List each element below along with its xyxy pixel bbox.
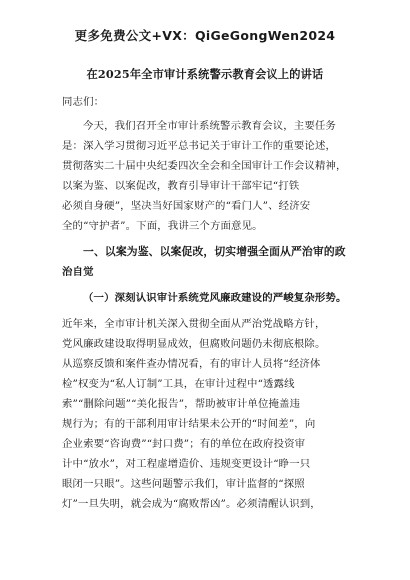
- paragraph-line: 是：深入学习贯彻习近平总书记关于审计工作的重要论述，: [62, 140, 337, 152]
- paragraph-line: 贯彻落实二十届中央纪委四次全会和全国审计工作会议精神，: [62, 160, 347, 172]
- paragraph-line: 全的“守护者”。下面，我讲三个方面意见。: [62, 220, 263, 232]
- paragraph-line: 检”权变为“私人订制”工具，在审计过程中“透露线: [62, 378, 295, 390]
- paragraph-line: 索”“删除问题”“美化报告”，帮助被审计单位掩盖违: [62, 398, 301, 410]
- paragraph-line: 必须自身硬”，坚决当好国家财产的“看门人”、经济安: [62, 200, 311, 212]
- paragraph-line: 规行为；有的干部利用审计结果未公开的“时间差”，向: [62, 418, 316, 430]
- section-heading: 治自觉: [62, 266, 94, 278]
- salutation: 同志们：: [62, 96, 105, 108]
- paragraph-line: 灯”一旦失明，就会成为“腐败帮凶”。必须清醒认识到，: [62, 498, 321, 510]
- subsection-heading: （一）深刻认识审计系统党风廉政建设的严峻复杂形势。: [83, 292, 347, 304]
- paragraph-line: 企业索要“咨询费”“封口费”；有的单位在政府投资审: [62, 438, 306, 450]
- paragraph-line: 党风廉政建设取得明显成效，但腐败问题仍未彻底根除。: [62, 338, 326, 350]
- paragraph-line: 近年来，全市审计机关深入贯彻全面从严治党战略方针，: [62, 318, 326, 330]
- paragraph-line: 计中“放水”，对工程虚增造价、违规变更设计“睁一只: [62, 458, 311, 470]
- paragraph-line: 今天，我们召开全市审计系统警示教育会议，主要任务: [83, 120, 336, 132]
- paragraph-line: 从巡察反馈和案件查办情况看，有的审计人员将“经济体: [62, 358, 321, 370]
- section-heading: 一、以案为鉴、以案促改，切实增强全面从严治审的政: [83, 245, 346, 258]
- paragraph-line: 以案为鉴、以案促改，教育引导审计干部牢记“打铁: [62, 180, 300, 192]
- document-title: 在2025年全市审计系统警示教育会议上的讲话: [86, 67, 324, 81]
- page-header: 更多免费公文+VX：QiGeGongWen2024: [74, 28, 336, 43]
- paragraph-line: 眼闭一只眼”。这些问题警示我们，审计监督的“探照: [62, 478, 305, 490]
